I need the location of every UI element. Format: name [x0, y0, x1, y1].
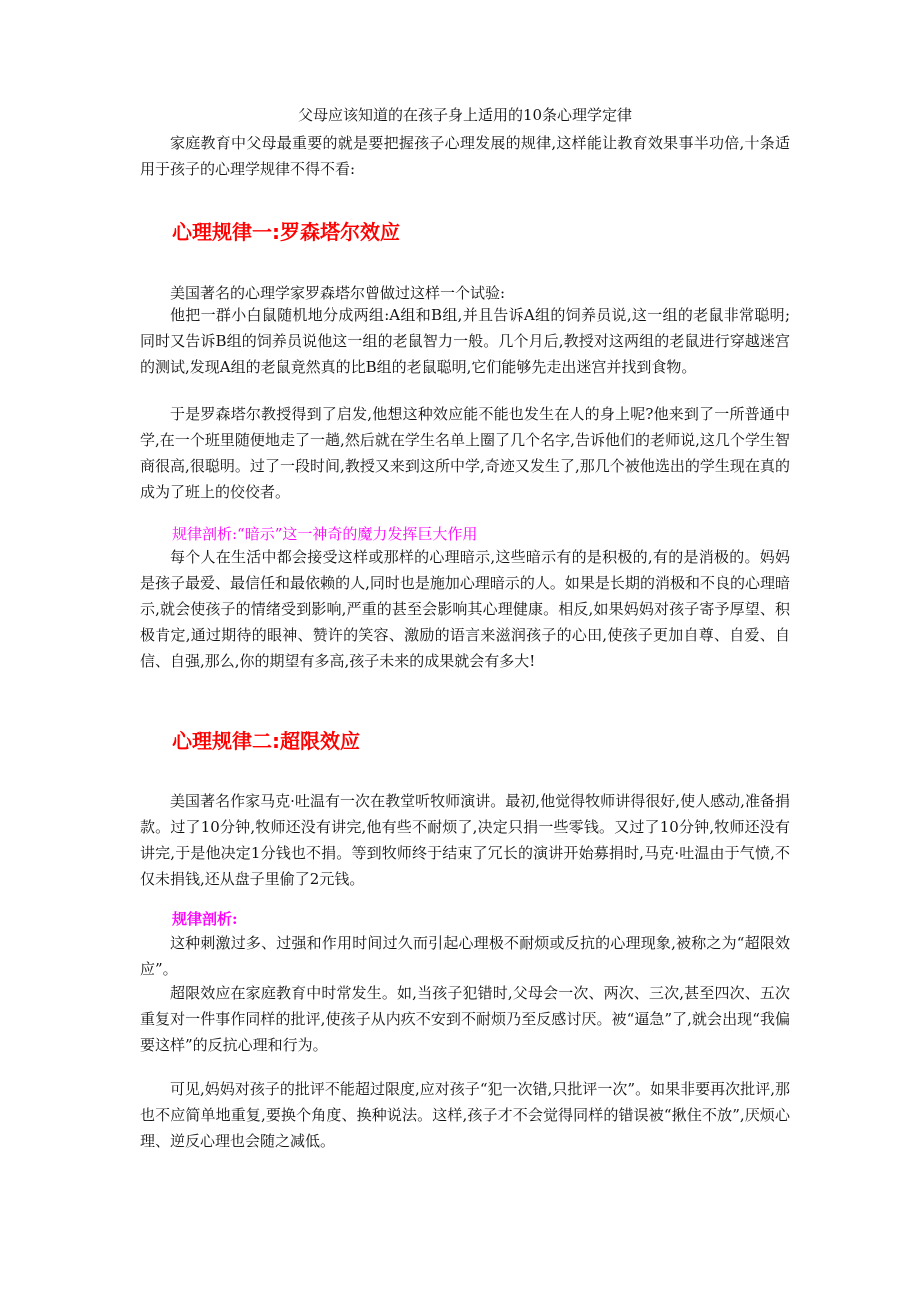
intro-paragraph: 家庭教育中父母最重要的就是要把握孩子心理发展的规律,这样能让教育效果事半功倍,十条适用于孩子的心理学规律不得不看:: [140, 134, 790, 178]
section2-heading: 心理规律二:超限效应: [172, 729, 360, 753]
section1-analysis-label: 规律剖析:“暗示”这一神奇的魔力发挥巨大作用: [172, 525, 478, 543]
section2-paragraph-3: 超限效应在家庭教育中时常发生。如,当孩子犯错时,父母会一次、两次、三次,甚至四次、五次重复对一件事作同样的批评,使孩子从内疚不安到不耐烦乃至反感讨厌。被“逼急”了,就会出现“我偏要这样”的反抗心理和行为。: [140, 984, 790, 1054]
section1-paragraph-3: 于是罗森塔尔教授得到了启发,他想这种效应能不能也发生在人的身上呢?他来到了一所普通中学,在一个班里随便地走了一趟,然后就在学生名单上圈了几个名字,告诉他们的老师说,这几个学生智商很高,很聪明。过了一段时间,教授又来到这所中学,奇迹又发生了,那几个被他选出的学生现在真的成为了班上的佼佼者。: [140, 405, 790, 501]
section1-paragraph-2: 他把一群小白鼠随机地分成两组:A组和B组,并且告诉A组的饲养员说,这一组的老鼠非常聪明;同时又告诉B组的饲养员说他这一组的老鼠智力一般。几个月后,教授对这两组的老鼠进行穿越迷宫的测试,发现A组的老鼠竟然真的比B组的老鼠聪明,它们能够先走出迷宫并找到食物。: [140, 306, 790, 376]
section1-heading: 心理规律一:罗森塔尔效应: [172, 220, 400, 244]
section2-paragraph-2: 这种刺激过多、过强和作用时间过久而引起心理极不耐烦或反抗的心理现象,被称之为“超限效应”。: [140, 934, 790, 978]
document-title: 父母应该知道的在孩子身上适用的10条心理学定律: [297, 106, 633, 124]
section2-paragraph-1: 美国著名作家马克·吐温有一次在教堂听牧师演讲。最初,他觉得牧师讲得很好,使人感动,准备捐款。过了10分钟,牧师还没有讲完,他有些不耐烦了,决定只捐一些零钱。又过了10分钟,牧师还没有讲完,于是他决定1分钱也不捐。等到牧师终于结束了冗长的演讲开始募捐时,马克·吐温由于气愤,不仅未捐钱,还从盘子里偷了2元钱。: [140, 792, 790, 888]
section1-paragraph-4: 每个人在生活中都会接受这样或那样的心理暗示,这些暗示有的是积极的,有的是消极的。妈妈是孩子最爱、最信任和最依赖的人,同时也是施加心理暗示的人。如果是长期的消极和不良的心理暗示,就会使孩子的情绪受到影响,严重的甚至会影响其心理健康。相反,如果妈妈对孩子寄予厚望、积极肯定,通过期待的眼神、赞许的笑容、激励的语言来滋润孩子的心田,使孩子更加自尊、自爱、自信、自强,那么,你的期望有多高,孩子未来的成果就会有多大!: [140, 548, 790, 670]
section2-paragraph-4: 可见,妈妈对孩子的批评不能超过限度,应对孩子“犯一次错,只批评一次”。如果非要再次批评,那也不应简单地重复,要换个角度、换种说法。这样,孩子才不会觉得同样的错误被“揪住不放”,厌烦心理、逆反心理也会随之减低。: [140, 1080, 790, 1150]
section1-paragraph-1: 美国著名的心理学家罗森塔尔曾做过这样一个试验:: [170, 284, 506, 302]
section2-analysis-label: 规律剖析:: [172, 910, 238, 928]
